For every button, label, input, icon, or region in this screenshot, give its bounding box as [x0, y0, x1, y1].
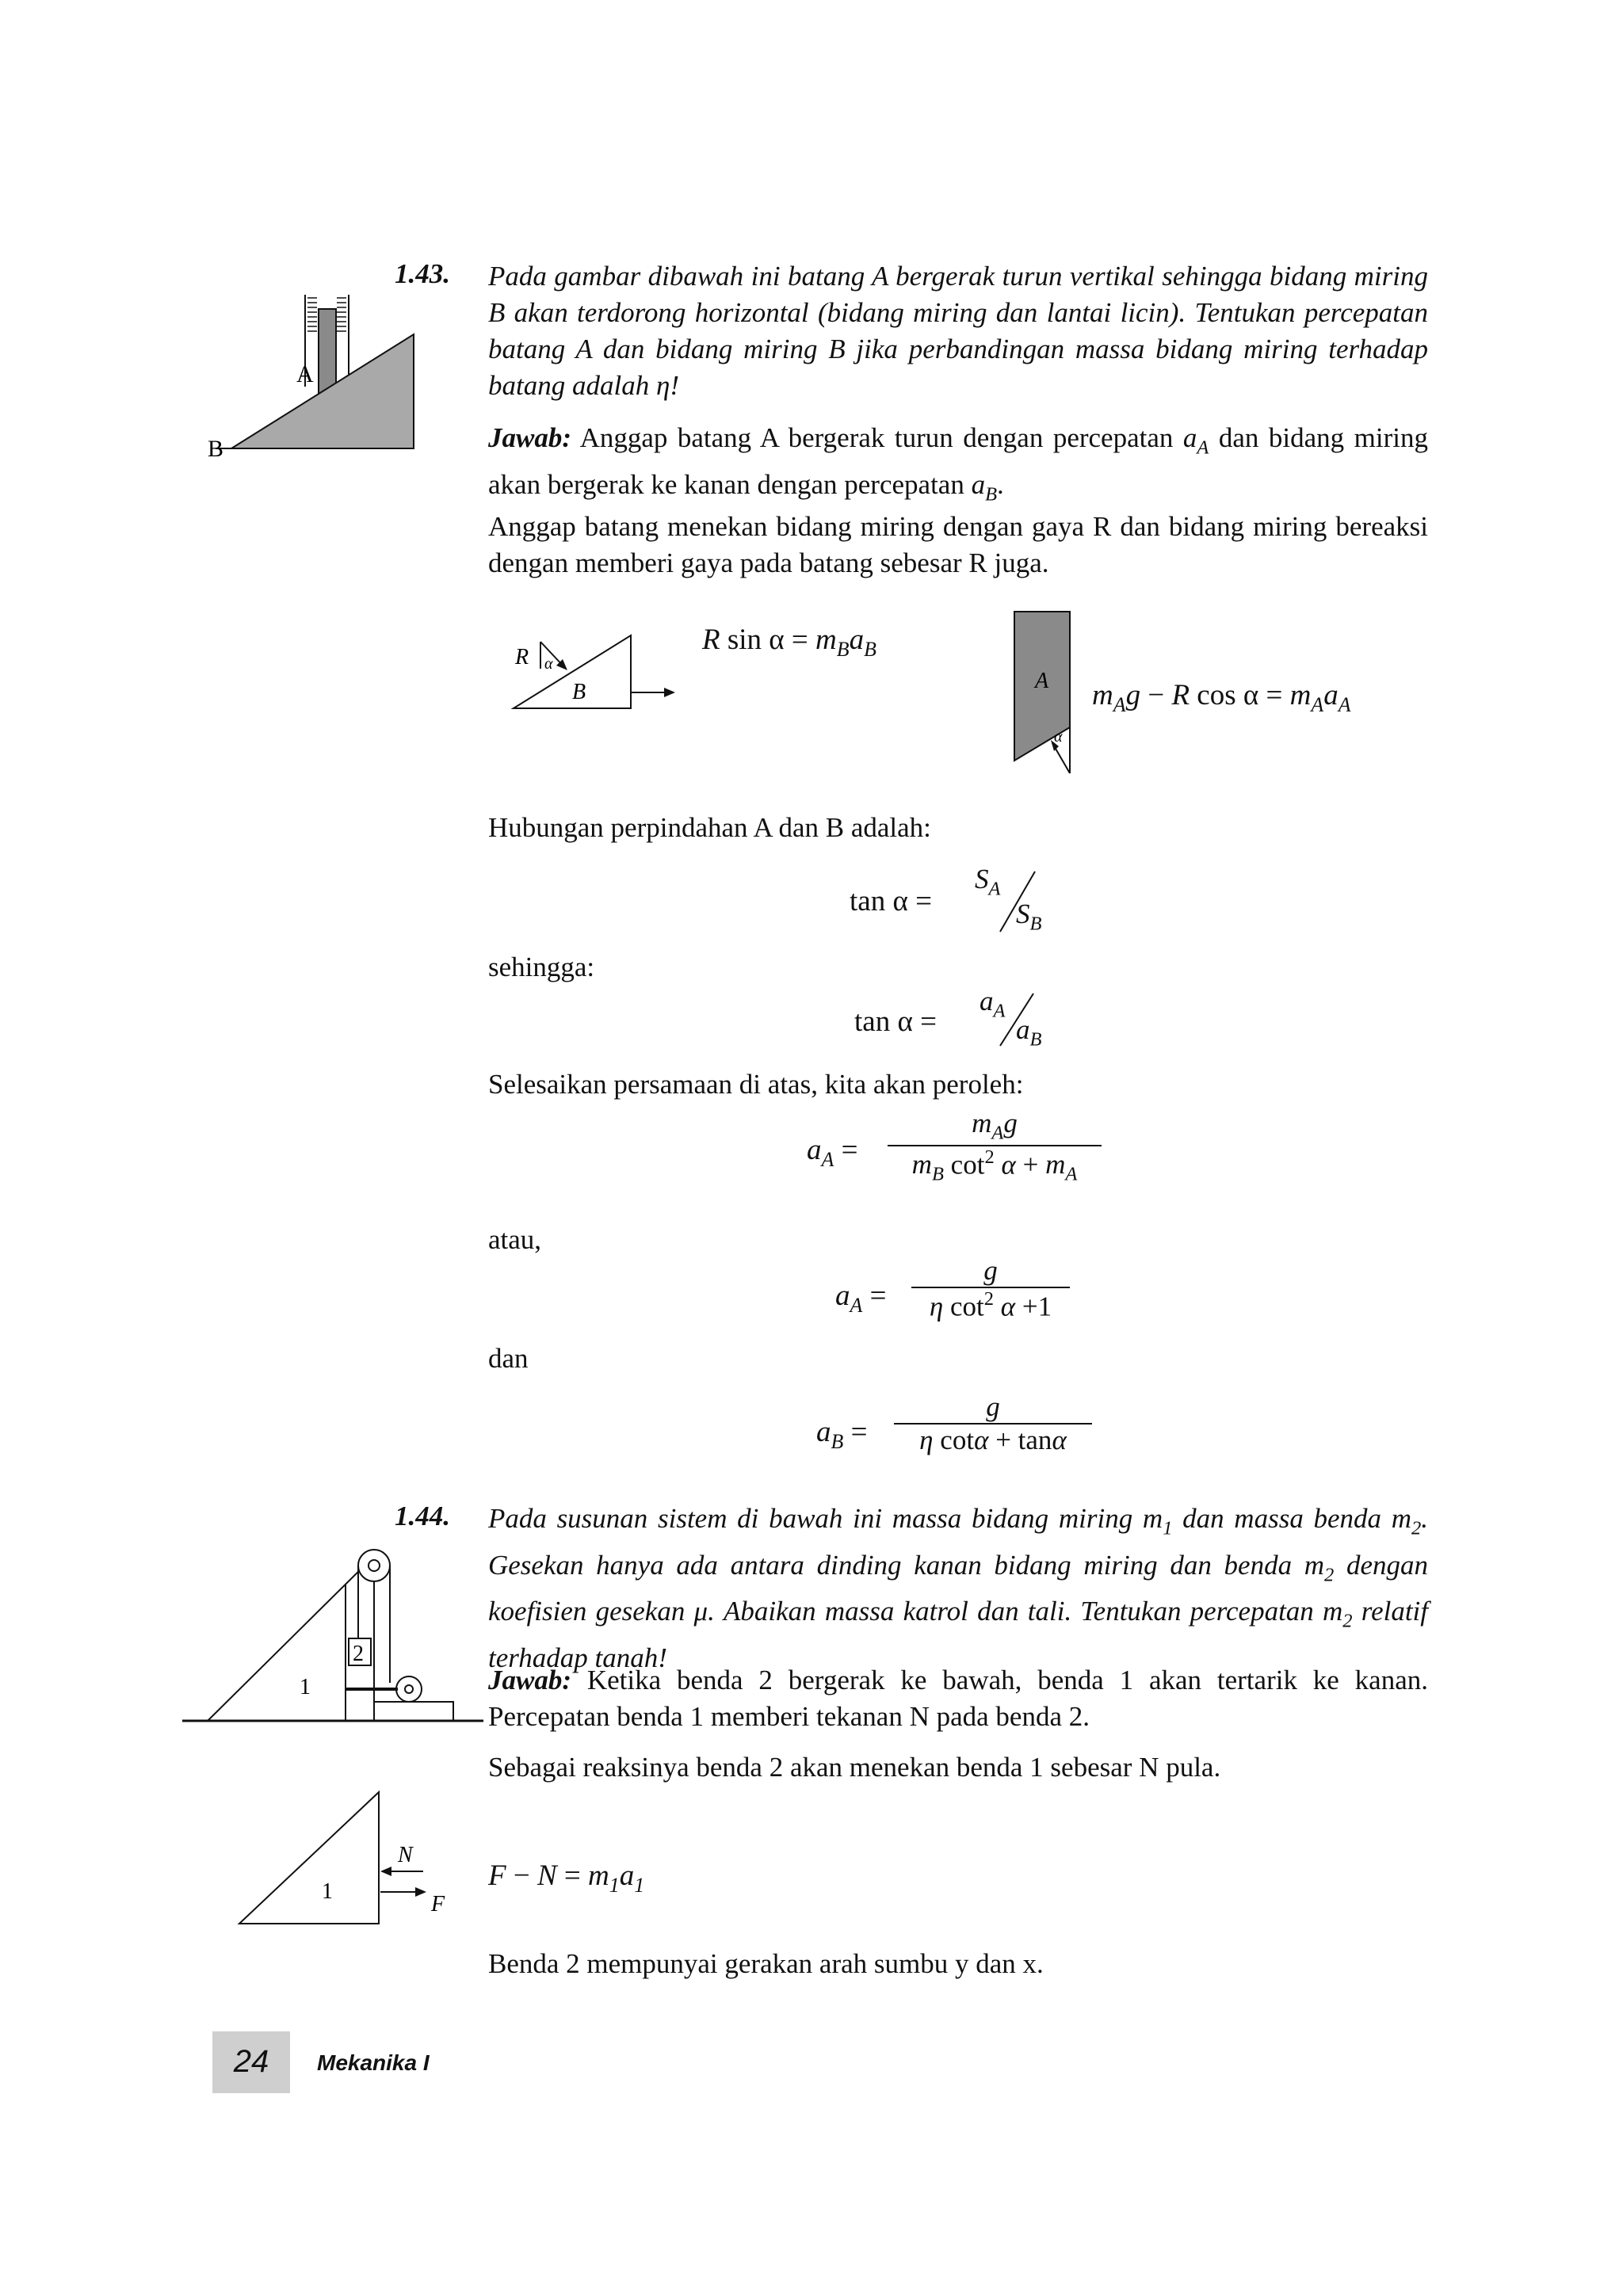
problem-144-answer — [488, 1662, 1428, 1735]
p144-text-a: Pada susunan sistem di bawah ini massa bidang miring m — [488, 1503, 1163, 1534]
answer-143-text-2: dan bidang miring akan bergerak ke kanan dengan percepatan — [488, 422, 1429, 500]
figure-incline-b-force — [499, 623, 682, 718]
eq-tan-alpha-a: tan α = — [854, 1005, 937, 1038]
fig-label-a: A — [296, 361, 314, 387]
frac-aa-1: $m_Ag$ $m_B$ $\cot^2 \alpha + m_A$ — [888, 1108, 1102, 1186]
problem-144-para2: Sebagai reaksinya benda 2 akan menekan benda 1 sebesar N pula. — [488, 1752, 1221, 1783]
frac-aa-2: g η $\cot^2 \alpha +1$ — [911, 1255, 1070, 1322]
figure-rod-incline — [198, 293, 428, 467]
frac-sa-sb: $S_A$ $S_B$ — [975, 864, 1042, 935]
problem-144-statement: Pada susunan sistem di bawah ini massa bidang miring $m_1$ dan massa benda $m_2$. Gesekan hanya ada antara dinding kanan bidang miring dan benda $m_2$ dengan koefisien gesekan μ. Abaikan massa katrol dan tali. Tentukan percepatan $m_2$ relatif terhadap tanah! — [488, 1503, 1429, 1673]
answer-label-143: Jawab: — [488, 422, 571, 453]
frac-aa-ab: $a_A$ $a_B$ — [980, 986, 1042, 1051]
page-number: 24 — [233, 2044, 269, 2079]
fig-label-f: F — [431, 1892, 445, 1917]
text-dan: dan — [488, 1343, 529, 1374]
figure-incline-1-force — [230, 1787, 468, 1930]
problem-143-text: Pada gambar dibawah ini batang A bergerak turun vertikal sehingga bidang miring B akan terdorong horizontal (bidang miring dan lantai licin). Tentukan percepatan batang A dan bidang miring B jika perbandingan massa bidang miring terhadap batang adalah — [488, 261, 1428, 401]
text-atau: atau, — [488, 1224, 542, 1255]
fig-label-alpha-2: α — [1054, 728, 1063, 746]
fig-label-alpha-1: α — [544, 655, 553, 673]
problem-number-144: 1.44. — [395, 1501, 450, 1531]
footer-title: Mekanika I — [317, 2050, 430, 2075]
fig-label-b: B — [208, 436, 224, 462]
text-selesaikan: Selesaikan persamaan di atas, kita akan peroleh: — [488, 1069, 1024, 1100]
problem-143-para2: Anggap batang menekan bidang miring dengan gaya R dan bidang miring bereaksi dengan memberi gaya pada batang sebesar R juga. — [488, 511, 1428, 578]
fig-label-2: 2 — [353, 1642, 364, 1666]
eq-f-n: $F - N = m_1a_1$ — [488, 1859, 645, 1897]
eq-incline-b: R $\sin \alpha = m_Ba_B$ — [702, 624, 876, 662]
fig-label-b-2: B — [572, 680, 586, 704]
problem-number-143: 1.43. — [395, 258, 450, 289]
figure-rod-a-force — [1005, 608, 1076, 775]
problem-143-statement — [488, 258, 1428, 404]
problem-144-last: Benda 2 mempunyai gerakan arah sumbu y dan x. — [488, 1948, 1044, 1979]
answer-144-text: Ketika benda 2 bergerak ke bawah, benda 1 akan tertarik ke kanan. Percepatan benda 1 memberi tekanan N pada benda 2. — [488, 1665, 1429, 1732]
p144-text-b: dan massa benda m — [1182, 1503, 1412, 1534]
answer-143-text-1: Anggap batang A bergerak turun dengan percepatan — [579, 422, 1174, 453]
p144-text-e: relatif terhadap tanah! — [488, 1596, 1429, 1673]
fig-label-r: R — [515, 645, 529, 669]
eq-aa-lhs-1: $a_A$ = — [807, 1134, 858, 1172]
text-sehingga: sehingga: — [488, 952, 595, 982]
fig-label-n: N — [398, 1843, 413, 1867]
problem-143-eta: η! — [655, 370, 679, 401]
figure-pulley-incline — [179, 1540, 488, 1730]
answer-label-144: Jawab: — [488, 1665, 571, 1695]
frac-ab: g η cotα + tanα — [894, 1391, 1092, 1456]
p144-text-c: . Gesekan hanya ada antara dinding kanan bidang miring dan benda m — [488, 1503, 1429, 1581]
eq-tan-alpha-s: tan α = — [850, 885, 932, 917]
eq-rod-a: $m_Ag - R$ $\cos \alpha = m_Aa_A$ — [1092, 679, 1351, 717]
problem-143-answer: Jawab: Anggap batang A bergerak turun dengan percepatan $a_A$ dan bidang miring akan bergerak ke kanan dengan percepatan $a_B$. — [488, 422, 1429, 505]
p144-text-d: dengan koefisien gesekan μ. Abaikan massa katrol dan tali. Tentukan percepatan m — [488, 1549, 1429, 1627]
fig-label-a-2: A — [1035, 669, 1049, 693]
eq-aa-lhs-2: $a_A$ = — [835, 1280, 887, 1318]
eq-ab-lhs: $a_B$ = — [816, 1416, 868, 1454]
text-hubungan: Hubungan perpindahan A dan B adalah: — [488, 812, 931, 843]
fig-label-1-b: 1 — [322, 1879, 333, 1904]
fig-label-1: 1 — [300, 1675, 311, 1699]
